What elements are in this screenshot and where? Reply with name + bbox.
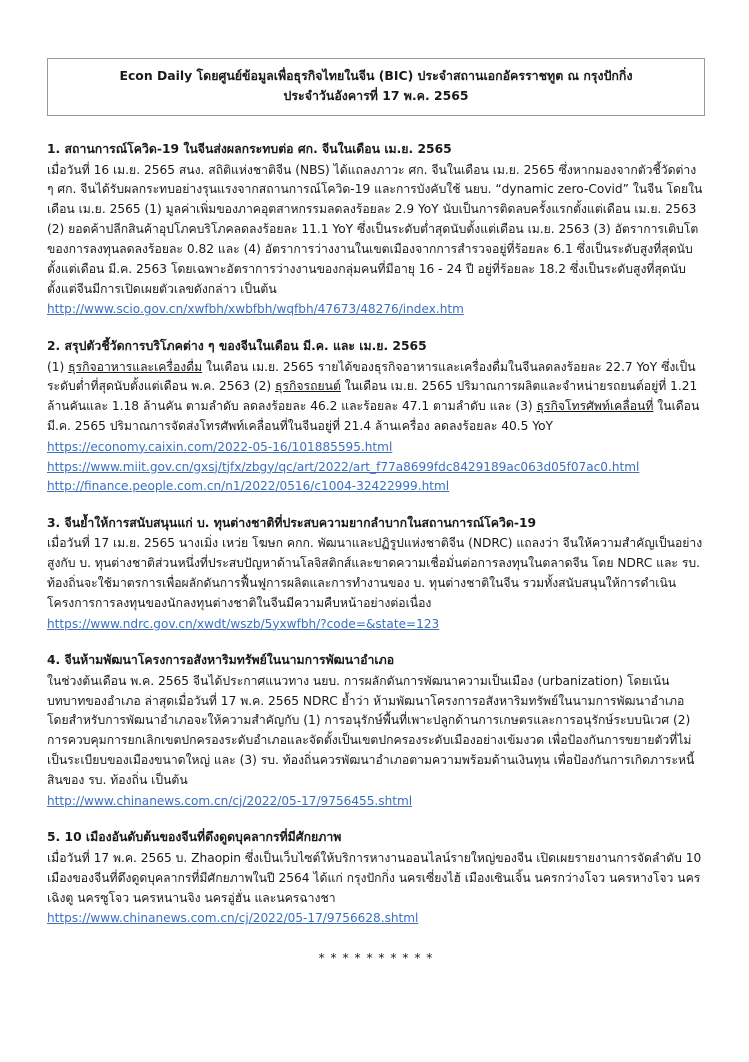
section-heading: 2. สรุปตัวชี้วัดการบริโภคต่าง ๆ ของจีนในเดือน มี.ค. และ เม.ย. 2565	[47, 339, 427, 354]
section-body	[47, 358, 705, 437]
source-link[interactable]: https://www.chinanews.com.cn/cj/2022/05-17/9756628.shtml	[47, 911, 419, 926]
source-links	[47, 909, 705, 929]
body-text-run: เมื่อวันที่ 17 เม.ย. 2565 นางเมิ่ง เหว่ย โฆษก คกก. พัฒนาและปฏิรูปแห่งชาติจีน (NDRC) แถลงว่า จีนให้ความสำคัญเป็นอย่างสูงกับ บ. ทุนต่างชาติส่วนหนึ่งที่ประสบปัญหาด้านโลจิสติกส์และขาดความเชื่อมั่นต่อการลงทุนในตลาดจีน โดย NDRC และ รบ. ท้องถิ่นจะใช้มาตรการเพื่อผลักดันการฟื้นฟูการผลิตและการทำงานของ บ. ทุนต่างชาติในจีน รวมทั้งสนับสนุนให้การดำเนินโครงการการลงทุนของนักลงทุนต่างชาติในจีนมีความคืบหน้าอย่างต่อเนื่อง	[47, 536, 703, 610]
body-text-run: ในเดือน เม.ย. 2565 รายได้ของธุรกิจอาหารและเครื่องดื่มในจีนลดลงร้อยละ 22.7 YoY ซึ่งเป็นระดับต่ำที่สุดนับตั้งแต่เดือน พ.ค. 2563 (2)	[47, 359, 696, 394]
source-link[interactable]: https://www.miit.gov.cn/gxsj/tjfx/zbgy/qc/art/2022/art_f77a8699fdc8429189ac063d05f07ac0.html	[47, 459, 640, 474]
source-links	[47, 792, 705, 812]
header-title-line-1: Econ Daily โดยศูนย์ข้อมูลเพื่อธุรกิจไทยในจีน (BIC) ประจำสถานเอกอัครราชทูต ณ กรุงปักกิ่ง	[119, 68, 633, 83]
footer-separator: * * * * * * * * * *	[318, 951, 434, 966]
emphasized-term: ธุรกิจอาหารและเครื่องดื่ม	[68, 359, 203, 374]
document-header-box	[47, 58, 705, 116]
document-section	[47, 337, 705, 497]
document-section	[47, 651, 705, 811]
source-link[interactable]: https://economy.caixin.com/2022-05-16/101885595.html	[47, 439, 393, 454]
source-links	[47, 615, 705, 635]
source-link[interactable]: http://finance.people.com.cn/n1/2022/0516/c1004-32422999.html	[47, 479, 450, 494]
header-title-line-2: ประจำวันอังคารที่ 17 พ.ค. 2565	[283, 88, 469, 104]
source-links	[47, 438, 705, 497]
section-body	[47, 672, 705, 791]
body-text-run: เมื่อวันที่ 17 พ.ค. 2565 บ. Zhaopin ซึ่งเป็นเว็บไซต์ให้บริการหางานออนไลน์รายใหญ่ของจีน เปิดเผยรายงานการจัดลำดับ 10 เมืองของจีนที่ดึงดูดบุคลากรที่มีศักยภาพในปี 2564 ได้แก่ กรุงปักกิ่ง นครเซี่ยงไฮ้ เมืองเซินเจิ้น นครกว่างโจว นครหางโจว นครเฉิงตู นครซูโจว นครหนานจิง นครอู่ฮั่น และนครฉางชา	[47, 850, 702, 905]
body-text-run: เมื่อวันที่ 16 เม.ย. 2565 สนง. สถิติแห่งชาติจีน (NBS) ได้แถลงภาวะ ศก. จีนในเดือน เม.ย. 2565 ซึ่งหากมองจากตัวชี้วัดต่าง ๆ ศก. จีนได้รับผลกระทบอย่างรุนแรงจากสถานการณ์โควิด-19 และการบังคับใช้ นยบ. “dynamic zero-Covid” ในจีน โดยในเดือน เม.ย. 2565 (1) มูลค่าเพิ่มของภาคอุตสาหกรรมลดลงร้อยละ 2.9 YoY นับเป็นการติดลบครั้งแรกตั้งแต่เดือน เม.ย. 2563 (2) ยอดค้าปลีกสินค้าอุปโภคบริโภคลดลงร้อยละ 11.1 YoY ซึ่งเป็นระดับต่ำสุดนับตั้งแต่เดือน เม.ย. 2563 (3) อัตราการเติบโตของการลงทุนลดลงร้อยละ 0.82 และ (4) อัตราการว่างงานในเขตเมืองจากการสำรวจอยู่ที่ร้อยละ 6.1 ซึ่งเป็นระดับสูงที่สุดนับตั้งแต่เดือน มี.ค. 2563 โดยเฉพาะอัตราการว่างงานของกลุ่มคนที่มีอายุ 16 - 24 ปี อยู่ที่ร้อยละ 18.2 ซึ่งเป็นระดับสูงที่สุดนับตั้งแต่จีนมีการเปิดเผยตัวเลขดังกล่าว เป็นต้น	[47, 162, 703, 296]
document-section	[47, 140, 705, 320]
body-text-run: ในเดือน มี.ค. 2565 ปริมาณการจัดส่งโทรศัพท์เคลื่อนที่ในจีนอยู่ที่ 21.4 ล้านเครื่อง ลดลงร้อยละ 40.5 YoY	[47, 399, 700, 434]
body-text-run: ในเดือน เม.ย. 2565 ปริมาณการผลิตและจำหน่ายรถยนต์อยู่ที่ 1.21 ล้านคันและ 1.18 ล้านคัน ตามลำดับ ลดลงร้อยละ 46.2 และร้อยละ 47.1 ตามลำดับ และ (3)	[47, 379, 698, 414]
source-links	[47, 300, 705, 320]
section-heading: 1. สถานการณ์โควิด-19 ในจีนส่งผลกระทบต่อ ศก. จีนในเดือน เม.ย. 2565	[47, 142, 452, 157]
document-section	[47, 828, 705, 929]
emphasized-term: ธุรกิจโทรศัพท์เคลื่อนที่	[536, 399, 654, 414]
sections-container	[47, 140, 705, 929]
body-text-run: (1)	[47, 359, 69, 374]
section-body	[47, 161, 705, 300]
source-link[interactable]: http://www.chinanews.com.cn/cj/2022/05-17/9756455.shtml	[47, 793, 413, 808]
source-link[interactable]: http://www.scio.gov.cn/xwfbh/xwbfbh/wqfbh/47673/48276/index.htm	[47, 302, 464, 317]
section-heading: 3. จีนย้ำให้การสนับสนุนแก่ บ. ทุนต่างชาติที่ประสบความยากลำบากในสถานการณ์โควิด-19	[47, 515, 537, 530]
emphasized-term: ธุรกิจรถยนต์	[275, 379, 341, 394]
section-body	[47, 849, 705, 908]
body-text-run: ในช่วงต้นเดือน พ.ค. 2565 จีนได้ประกาศแนวทาง นยบ. การผลักดันการพัฒนาความเป็นเมือง (urbanization) โดยเน้นบทบาทของอำเภอ ล่าสุดเมื่อวันที่ 17 พ.ค. 2565 NDRC ย้ำว่า ห้ามพัฒนาโครงการอสังหาริมทรัพย์ในนามการพัฒนาอำเภอ โดยสำหรับการพัฒนาอำเภอจะให้ความสำคัญกับ (1) การอนุรักษ์พื้นที่เพาะปลูกด้านการเกษตรและการอนุรักษ์ระบบนิเวศ (2) การควบคุมการยกเลิกเขตปกครองระดับอำเภอและจัดตั้งเป็นเขตปกครองระดับเมืองอย่างเข้มงวด เพื่อป้องกันการขยายตัวที่ไม่เป็นระเบียบของเมืองขนาดใหญ่ และ (3) รบ. ท้องถิ่นควรพัฒนาอำเภอตามความพร้อมด้านเงินทุน เพื่อป้องกันการเกิดภาระหนี้สินของ รบ. ท้องถิ่น เป็นต้น	[47, 673, 695, 787]
section-heading: 5. 10 เมืองอันดับต้นของจีนที่ดึงดูดบุคลากรที่มีศักยภาพ	[47, 830, 342, 845]
document-section	[47, 514, 705, 634]
source-link[interactable]: https://www.ndrc.gov.cn/xwdt/wszb/5yxwfbh/?code=&state=123	[47, 616, 440, 631]
section-heading: 4. จีนห้ามพัฒนาโครงการอสังหาริมทรัพย์ในนามการพัฒนาอำเภอ	[47, 653, 395, 668]
section-body	[47, 534, 705, 613]
